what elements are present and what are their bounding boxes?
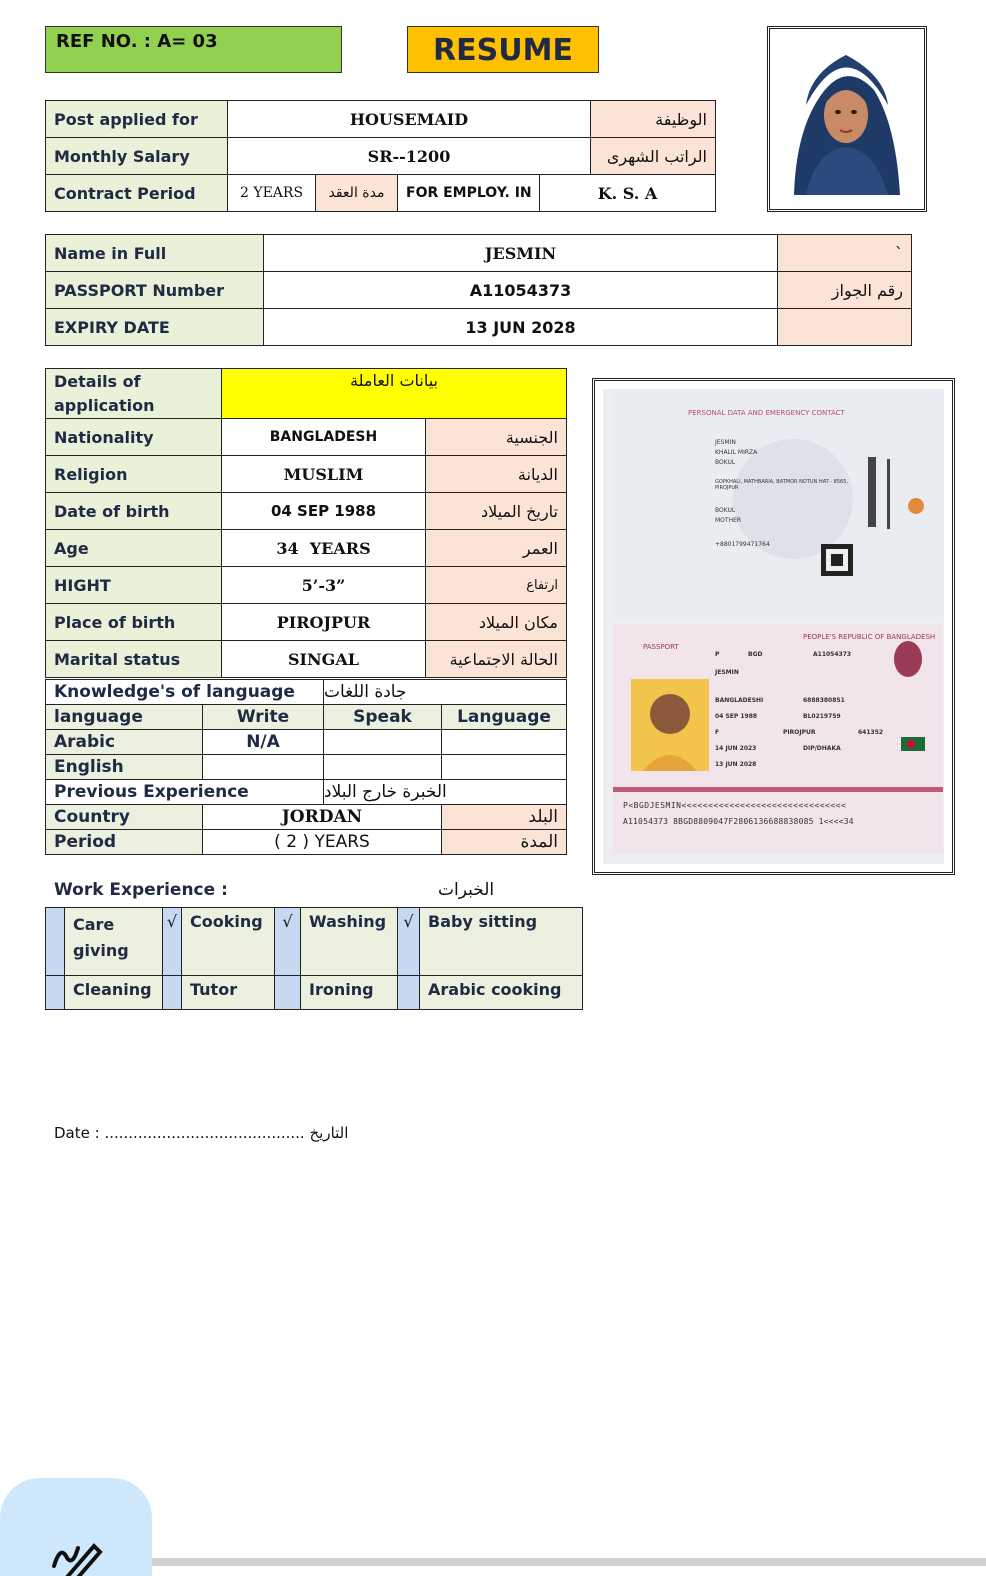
contract-value: 2 YEARS xyxy=(228,175,316,212)
date-line: Date : .......................................... التاريخ xyxy=(54,1124,349,1142)
passport-country-header: PEOPLE'S REPUBLIC OF BANGLADESH xyxy=(803,633,936,641)
post-value: HOUSEMAID xyxy=(228,101,591,138)
passport-birth-place: PIROJPUR xyxy=(783,729,816,736)
detail-value: SINGAL xyxy=(222,641,426,678)
passport-sex: F xyxy=(715,729,720,736)
work-item: Tutor xyxy=(182,976,275,1010)
passport-scan-image xyxy=(603,389,944,864)
work-item: Baby sitting xyxy=(420,908,583,976)
language-name: English xyxy=(46,755,203,780)
details-header-label: Details of application xyxy=(46,369,222,419)
expiry-label: EXPIRY DATE xyxy=(46,309,264,346)
work-check[interactable] xyxy=(46,908,65,976)
language-write: N/A xyxy=(203,730,324,755)
applicant-photo xyxy=(776,35,918,203)
language-col-header: language xyxy=(46,705,203,730)
work-item: Ironing xyxy=(301,976,398,1010)
passport-mrz-line1: P<BGDJESMIN<<<<<<<<<<<<<<<<<<<<<<<<<<<<<<< xyxy=(623,801,847,810)
passport-issue-no: 641352 xyxy=(858,729,884,736)
speak-col-header: Speak xyxy=(324,705,442,730)
expiry-ar xyxy=(778,309,912,346)
post-ar: الوظيفة xyxy=(591,101,716,138)
detail-ar: ارتفاع xyxy=(426,567,567,604)
name-ar: ` xyxy=(778,235,912,272)
work-title: Work Experience : xyxy=(54,880,228,900)
salary-label: Monthly Salary xyxy=(46,138,228,175)
employ-label: FOR EMPLOY. IN xyxy=(398,175,540,212)
passport-address: GOPKHALI, MATHBARIA, BATMOR NOTUN HAT - 8565, PIROJPUR xyxy=(715,479,848,491)
passport-scan-frame xyxy=(592,378,955,875)
language2-col-header: Language xyxy=(442,705,567,730)
language-title: Knowledge's of language xyxy=(46,680,324,705)
passport-telephone: +8801799471764 xyxy=(715,541,770,548)
work-check[interactable]: √ xyxy=(163,908,182,976)
language-table xyxy=(45,679,567,855)
experience-title-ar: الخبرة خارج البلاد xyxy=(324,780,567,805)
language-speak xyxy=(324,755,442,780)
applicant-photo-image xyxy=(776,35,916,203)
detail-value: MUSLIM xyxy=(222,456,426,493)
detail-ar: تاريخ الميلاد xyxy=(426,493,567,530)
country-ar: البلد xyxy=(442,805,567,830)
language-extra xyxy=(442,730,567,755)
passport-scan xyxy=(603,389,944,864)
detail-label: Date of birth xyxy=(46,493,222,530)
bottom-bar xyxy=(152,1558,986,1566)
work-item: Cleaning xyxy=(65,976,163,1010)
language-name: Arabic xyxy=(46,730,203,755)
edit-tab[interactable] xyxy=(0,1478,152,1576)
passport-word: PASSPORT xyxy=(643,643,679,651)
work-item: Care giving xyxy=(65,908,163,976)
work-item: Arabic cooking xyxy=(420,976,583,1010)
country-label: Country xyxy=(46,805,203,830)
passport-top-title: PERSONAL DATA AND EMERGENCY CONTACT xyxy=(688,409,845,417)
passport-expiry: 13 JUN 2028 xyxy=(715,761,757,768)
passport-name: JESMIN xyxy=(715,439,736,446)
language-speak xyxy=(324,730,442,755)
expiry-value: 13 JUN 2028 xyxy=(264,309,778,346)
detail-value: 5’-3” xyxy=(222,567,426,604)
post-label: Post applied for xyxy=(46,101,228,138)
work-check[interactable] xyxy=(275,976,301,1010)
language-extra xyxy=(442,755,567,780)
details-table xyxy=(45,368,567,678)
period-ar: المدة xyxy=(442,830,567,855)
work-check[interactable]: √ xyxy=(398,908,420,976)
detail-label: Marital status xyxy=(46,641,222,678)
name-label: Name in Full xyxy=(46,235,264,272)
detail-ar: العمر xyxy=(426,530,567,567)
detail-ar: الحالة الاجتماعية xyxy=(426,641,567,678)
photo-frame xyxy=(767,26,927,212)
passport-personal-no: 6888380851 xyxy=(803,697,845,704)
passport-father: KHALIL MIRZA xyxy=(715,449,758,456)
name-value: JESMIN xyxy=(264,235,778,272)
detail-label: Age xyxy=(46,530,222,567)
write-col-header: Write xyxy=(203,705,324,730)
passport-code: BGD xyxy=(748,651,763,658)
work-check[interactable]: √ xyxy=(275,908,301,976)
work-item: Cooking xyxy=(182,908,275,976)
ref-number: REF NO. : A= 03 xyxy=(45,26,342,73)
language-write xyxy=(203,755,324,780)
passport-mother: BOKUL xyxy=(715,459,736,466)
passport-issue-date: 14 JUN 2023 xyxy=(715,745,757,752)
identity-table xyxy=(45,234,912,346)
passport-relationship: MOTHER xyxy=(715,517,742,524)
detail-ar: مكان الميلاد xyxy=(426,604,567,641)
passport-contact-name: BOKUL xyxy=(715,507,736,514)
passport-type: P xyxy=(715,651,720,658)
passport-authority: DIP/DHAKA xyxy=(803,745,841,752)
detail-label: Religion xyxy=(46,456,222,493)
edit-pen-icon[interactable] xyxy=(46,1526,106,1576)
detail-value: PIROJPUR xyxy=(222,604,426,641)
work-table xyxy=(45,907,583,1010)
work-check[interactable] xyxy=(46,976,65,1010)
period-value: ( 2 ) YEARS xyxy=(203,830,442,855)
experience-title: Previous Experience xyxy=(46,780,324,805)
detail-label: Nationality xyxy=(46,419,222,456)
detail-ar: الجنسية xyxy=(426,419,567,456)
contract-label: Contract Period xyxy=(46,175,228,212)
passport-label: PASSPORT Number xyxy=(46,272,264,309)
contract-ar: مدة العقد xyxy=(316,175,398,212)
detail-label: HIGHT xyxy=(46,567,222,604)
passport-value: A11054373 xyxy=(264,272,778,309)
salary-value: SR--1200 xyxy=(228,138,591,175)
passport-mrz-line2: A11054373 8BGD8809047F2806136688838085 1<<<<34 xyxy=(623,817,854,826)
detail-ar: الديانة xyxy=(426,456,567,493)
country-value: JORDAN xyxy=(203,805,442,830)
work-item: Washing xyxy=(301,908,398,976)
passport-ar: رقم الجواز xyxy=(778,272,912,309)
employ-value: K. S. A xyxy=(540,175,716,212)
work-check[interactable] xyxy=(398,976,420,1010)
passport-nationality: BANGLADESHI xyxy=(715,697,764,704)
passport-dob: 04 SEP 1988 xyxy=(715,713,758,720)
passport-prev: BL0219759 xyxy=(803,713,841,720)
post-table xyxy=(45,100,716,212)
detail-value: 34 YEARS xyxy=(222,530,426,567)
passport-surname: JESMIN xyxy=(715,669,739,676)
detail-value: BANGLADESH xyxy=(222,419,426,456)
period-label: Period xyxy=(46,830,203,855)
language-title-ar: جادة اللغات xyxy=(324,680,567,705)
passport-number: A11054373 xyxy=(813,651,852,658)
work-title-ar: الخبرات xyxy=(438,880,495,900)
detail-value: 04 SEP 1988 xyxy=(222,493,426,530)
work-check[interactable] xyxy=(163,976,182,1010)
salary-ar: الراتب الشهرى xyxy=(591,138,716,175)
resume-title: RESUME xyxy=(407,26,599,73)
details-header-ar: بيانات العاملة xyxy=(222,369,567,419)
detail-label: Place of birth xyxy=(46,604,222,641)
